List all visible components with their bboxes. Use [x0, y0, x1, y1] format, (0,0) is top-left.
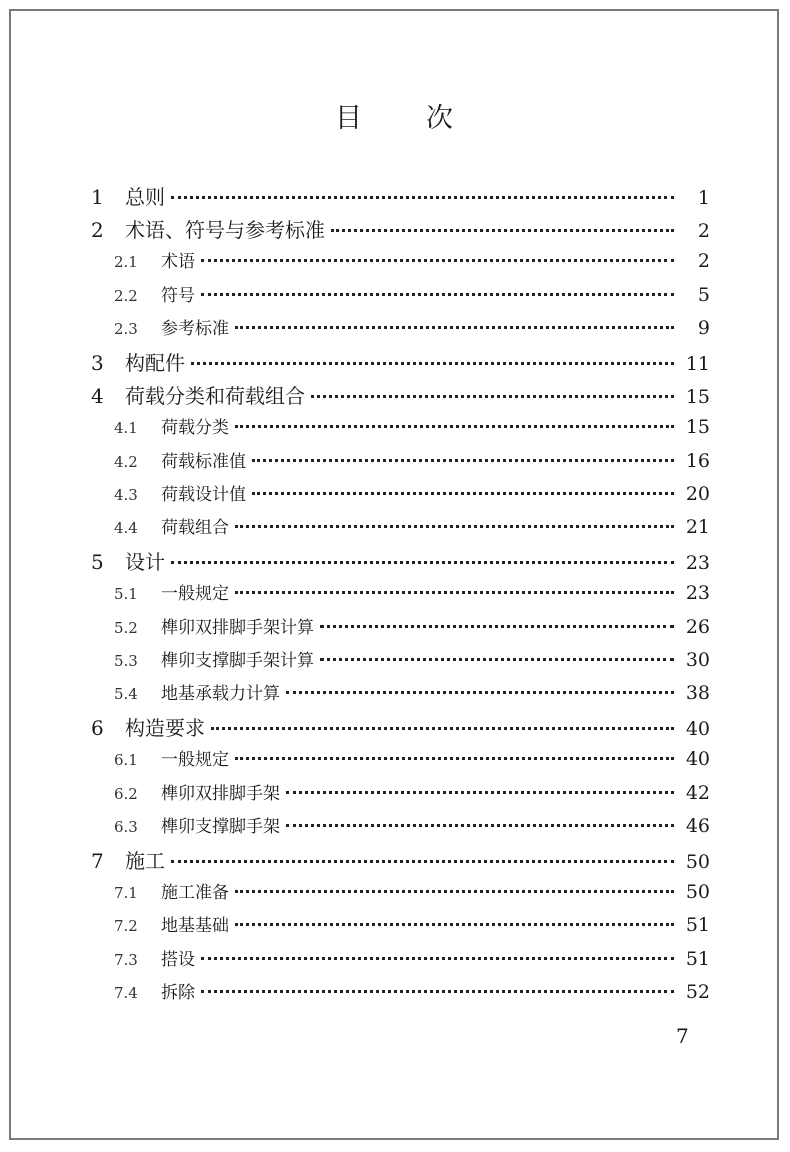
toc-entry[interactable]	[114, 911, 710, 941]
toc-entry[interactable]	[91, 845, 710, 875]
toc-dot-leader	[211, 727, 674, 730]
toc-dot-leader	[286, 691, 674, 694]
toc-entry-number: 7.1	[114, 884, 138, 903]
toc-entry-label: 参考标准	[161, 318, 229, 339]
page-number: 7	[676, 1024, 689, 1048]
toc-entry-page: 2	[697, 250, 710, 273]
toc-dot-leader	[191, 362, 674, 365]
toc-entry-label: 术语、符号与参考标准	[125, 218, 325, 243]
toc-entry-number: 7.4	[114, 983, 138, 1002]
toc-dot-leader	[171, 860, 674, 863]
toc-entry-page: 15	[685, 386, 710, 409]
toc-entry-number: 5.2	[114, 618, 138, 637]
toc-entry[interactable]	[114, 646, 710, 676]
toc-entry-number: 4.3	[114, 485, 138, 504]
toc-entry-number: 2.1	[114, 253, 138, 272]
toc-dot-leader	[235, 525, 674, 528]
toc-entry-page: 30	[685, 648, 710, 671]
toc-entry-number: 7	[91, 849, 104, 873]
toc-entry-page: 15	[685, 416, 710, 439]
toc-entry[interactable]	[114, 480, 710, 510]
toc-dot-leader	[201, 293, 674, 296]
toc-dot-leader	[235, 890, 674, 893]
toc-entry-number: 7.2	[114, 917, 138, 936]
toc-entry-page: 40	[685, 748, 710, 771]
toc-entry-number: 2.3	[114, 319, 138, 338]
toc-dot-leader	[235, 757, 674, 760]
toc-entry[interactable]	[114, 878, 710, 908]
toc-dot-leader	[331, 229, 674, 232]
toc-dot-leader	[320, 625, 674, 628]
toc-entry[interactable]	[114, 679, 710, 709]
toc-entry[interactable]	[91, 347, 710, 377]
toc-dot-leader	[235, 326, 674, 329]
toc-entry-label: 榫卯双排脚手架计算	[161, 617, 314, 638]
toc-entry-number: 6.2	[114, 784, 138, 803]
toc-entry-number: 5.4	[114, 685, 138, 703]
toc-entry[interactable]	[91, 380, 710, 410]
toc-entry-number: 4	[91, 384, 104, 409]
toc-entry-number: 5.1	[114, 585, 138, 604]
toc-entry-number: 2	[91, 218, 104, 243]
toc-entry[interactable]	[114, 779, 710, 809]
toc-entry-label: 荷载标准值	[161, 451, 246, 472]
toc-entry-label: 总则	[125, 185, 165, 209]
toc-entry[interactable]	[91, 214, 710, 244]
toc-dot-leader	[252, 492, 674, 495]
toc-entry[interactable]	[114, 247, 710, 277]
page-title-part1: 目	[335, 103, 364, 134]
toc-dot-leader	[252, 459, 674, 462]
toc-entry-number: 4.4	[114, 519, 138, 537]
toc-entry-page: 46	[685, 814, 710, 837]
toc-entry-label: 荷载组合	[161, 518, 229, 538]
toc-entry-page: 20	[685, 482, 710, 505]
toc-dot-leader	[235, 425, 674, 428]
toc-entry-number: 3	[91, 351, 104, 375]
toc-entry[interactable]	[91, 546, 710, 576]
toc-dot-leader	[311, 395, 674, 398]
toc-entry[interactable]	[91, 181, 710, 211]
toc-entry-number: 2.2	[114, 286, 138, 305]
toc-entry-page: 16	[685, 449, 710, 472]
toc-entry[interactable]	[114, 513, 710, 543]
toc-entry-label: 一般规定	[161, 750, 229, 771]
toc-entry-label: 一般规定	[161, 584, 229, 605]
toc-dot-leader	[320, 658, 674, 661]
toc-entry-number: 5	[91, 550, 104, 575]
toc-entry[interactable]	[114, 314, 710, 344]
toc-entry[interactable]	[114, 579, 710, 609]
toc-entry-label: 施工准备	[161, 883, 229, 904]
toc-entry-number: 5.3	[114, 651, 138, 670]
toc-entry[interactable]	[91, 712, 710, 742]
toc-entry-page: 11	[685, 353, 710, 375]
toc-entry[interactable]	[114, 281, 710, 311]
toc-entry-page: 42	[685, 781, 710, 804]
toc-entry-page: 51	[685, 914, 710, 937]
toc-entry-number: 7.3	[114, 950, 138, 969]
page-title-part2: 次	[426, 103, 455, 134]
toc-dot-leader	[286, 791, 674, 794]
toc-entry-label: 搭设	[161, 949, 195, 970]
toc-dot-leader	[286, 824, 674, 827]
toc-entry-page: 40	[685, 718, 710, 741]
toc-dot-leader	[201, 957, 674, 960]
toc-entry-page: 50	[685, 881, 710, 904]
toc-entry[interactable]	[114, 613, 710, 643]
toc-entry[interactable]	[114, 745, 710, 775]
toc-entry-page: 26	[685, 615, 710, 638]
toc-entry-label: 地基承载力计算	[161, 684, 280, 704]
toc-entry-number: 6.1	[114, 751, 138, 770]
toc-entry-page: 5	[697, 283, 710, 306]
toc-entry[interactable]	[114, 447, 710, 477]
toc-entry-label: 符号	[161, 285, 195, 306]
toc-entry-page: 2	[697, 220, 710, 243]
toc-entry-label: 榫卯双排脚手架	[161, 783, 280, 804]
toc-entry[interactable]	[114, 812, 710, 842]
toc-entry-label: 榫卯支撑脚手架	[161, 816, 280, 837]
toc-entry-page: 23	[685, 582, 710, 605]
toc-entry-label: 榫卯支撑脚手架计算	[161, 650, 314, 671]
toc-entry-page: 1	[697, 187, 710, 209]
toc-entry-number: 6	[91, 716, 104, 741]
toc-entry-page: 9	[697, 316, 710, 339]
toc-entry-number: 4.1	[114, 419, 138, 438]
toc-entry-label: 构造要求	[125, 716, 205, 741]
toc-entry-number: 6.3	[114, 817, 138, 836]
toc-entry-label: 地基基础	[161, 916, 229, 937]
toc-entry-label: 施工	[125, 849, 165, 873]
toc-entry-label: 拆除	[161, 982, 195, 1003]
toc-entry-number: 1	[91, 185, 104, 209]
toc-entry-page: 23	[685, 552, 710, 575]
toc-entry-label: 荷载分类和荷载组合	[125, 384, 305, 409]
toc-dot-leader	[171, 196, 674, 199]
toc-entry-number: 4.2	[114, 452, 138, 471]
toc-entry-label: 荷载分类	[161, 418, 229, 439]
toc-entry[interactable]	[114, 945, 710, 975]
toc-dot-leader	[171, 561, 674, 564]
toc-entry-page: 50	[685, 851, 710, 873]
toc-dot-leader	[235, 923, 674, 926]
toc-entry[interactable]	[114, 978, 710, 1008]
toc-dot-leader	[235, 591, 674, 594]
toc-dot-leader	[201, 259, 674, 262]
toc-entry-label: 术语	[161, 252, 195, 273]
toc-entry[interactable]	[114, 413, 710, 443]
toc-entry-label: 构配件	[125, 351, 185, 375]
page-title	[0, 96, 790, 135]
toc-dot-leader	[201, 990, 674, 993]
toc-entry-page: 38	[685, 682, 710, 704]
toc-entry-page: 52	[685, 980, 710, 1003]
toc-entry-page: 51	[685, 947, 710, 970]
toc-entry-label: 荷载设计值	[161, 484, 246, 505]
toc-entry-label: 设计	[125, 550, 165, 575]
toc-entry-page: 21	[685, 516, 710, 538]
